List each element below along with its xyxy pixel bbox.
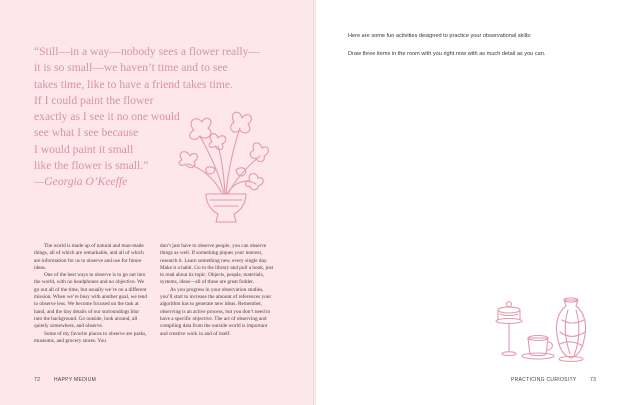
folio-title-left: HAPPY MEDIUM (54, 377, 97, 383)
body-paragraph: don’t just have to observe people, you can observe things as well. If something piques your interest, research it. Learn something new, every single day. Make it a habit. Go to the library and pull a book, just to read about its topic. Objects, people, materials, systems, ideas—all of these are great fodder. (160, 243, 274, 286)
flower-vase-illustration (176, 106, 272, 226)
left-page (0, 0, 314, 405)
activity-task: Draw three items in the room with you right now with as much detail as you can. (348, 51, 546, 57)
quote-line: see what I see because (34, 126, 139, 140)
quote-line: takes time, like to have a friend takes time. (34, 77, 233, 91)
body-paragraph: Some of my favorite places to observe are parks, museums, and grocery stores. You (34, 330, 147, 344)
quote-line: it is so small—we haven’t time and to see (34, 61, 228, 75)
quote-line: If I could paint the flower (34, 93, 154, 107)
body-column-2 (160, 243, 274, 338)
body-column-1 (34, 243, 148, 345)
folio-title-right: PRACTICING CURIOSITY (511, 377, 577, 383)
body-paragraph: The world is made up of natural and man-made things, all of which are remarkable, and all of which are information for us to observe and use for future ideas. (34, 243, 144, 271)
still-life-illustration (494, 296, 590, 364)
body-paragraph: As you progress in your observation studies, you’ll start to increase the amount of references your algorithm has to generate new ideas. Remember, observing is an active process, but you don’t need to have a specific objective. The act of observing and compiling data from the outside world is important and creative work in and of itself. (160, 286, 272, 337)
body-paragraph: One of the best ways to observe is to go out into the world, with no headphones and no objective. We go out all of the time, but usually we’re on a different mission. When we’re busy with another goal, we tend to observe less. We become focused on the task at hand, and the tiny details of our surroundings blur into the background. Go outside, look around, all quietly somewhere, and observe. (34, 272, 148, 330)
folio-number-right: 73 (590, 377, 597, 383)
quote-attribution: —Georgia O’Keeffe (34, 175, 128, 189)
activity-intro: Here are some fun activities designed to practice your observational skills: (348, 33, 532, 39)
quote-line: I would paint it small (34, 142, 134, 156)
folio-number-left: 72 (34, 377, 41, 383)
quote-line: “Still—in a way—nobody sees a flower really— (34, 45, 261, 58)
quote-line: exactly as I see it no one would (34, 110, 180, 124)
quote-line: like the flower is small.” (34, 159, 149, 173)
